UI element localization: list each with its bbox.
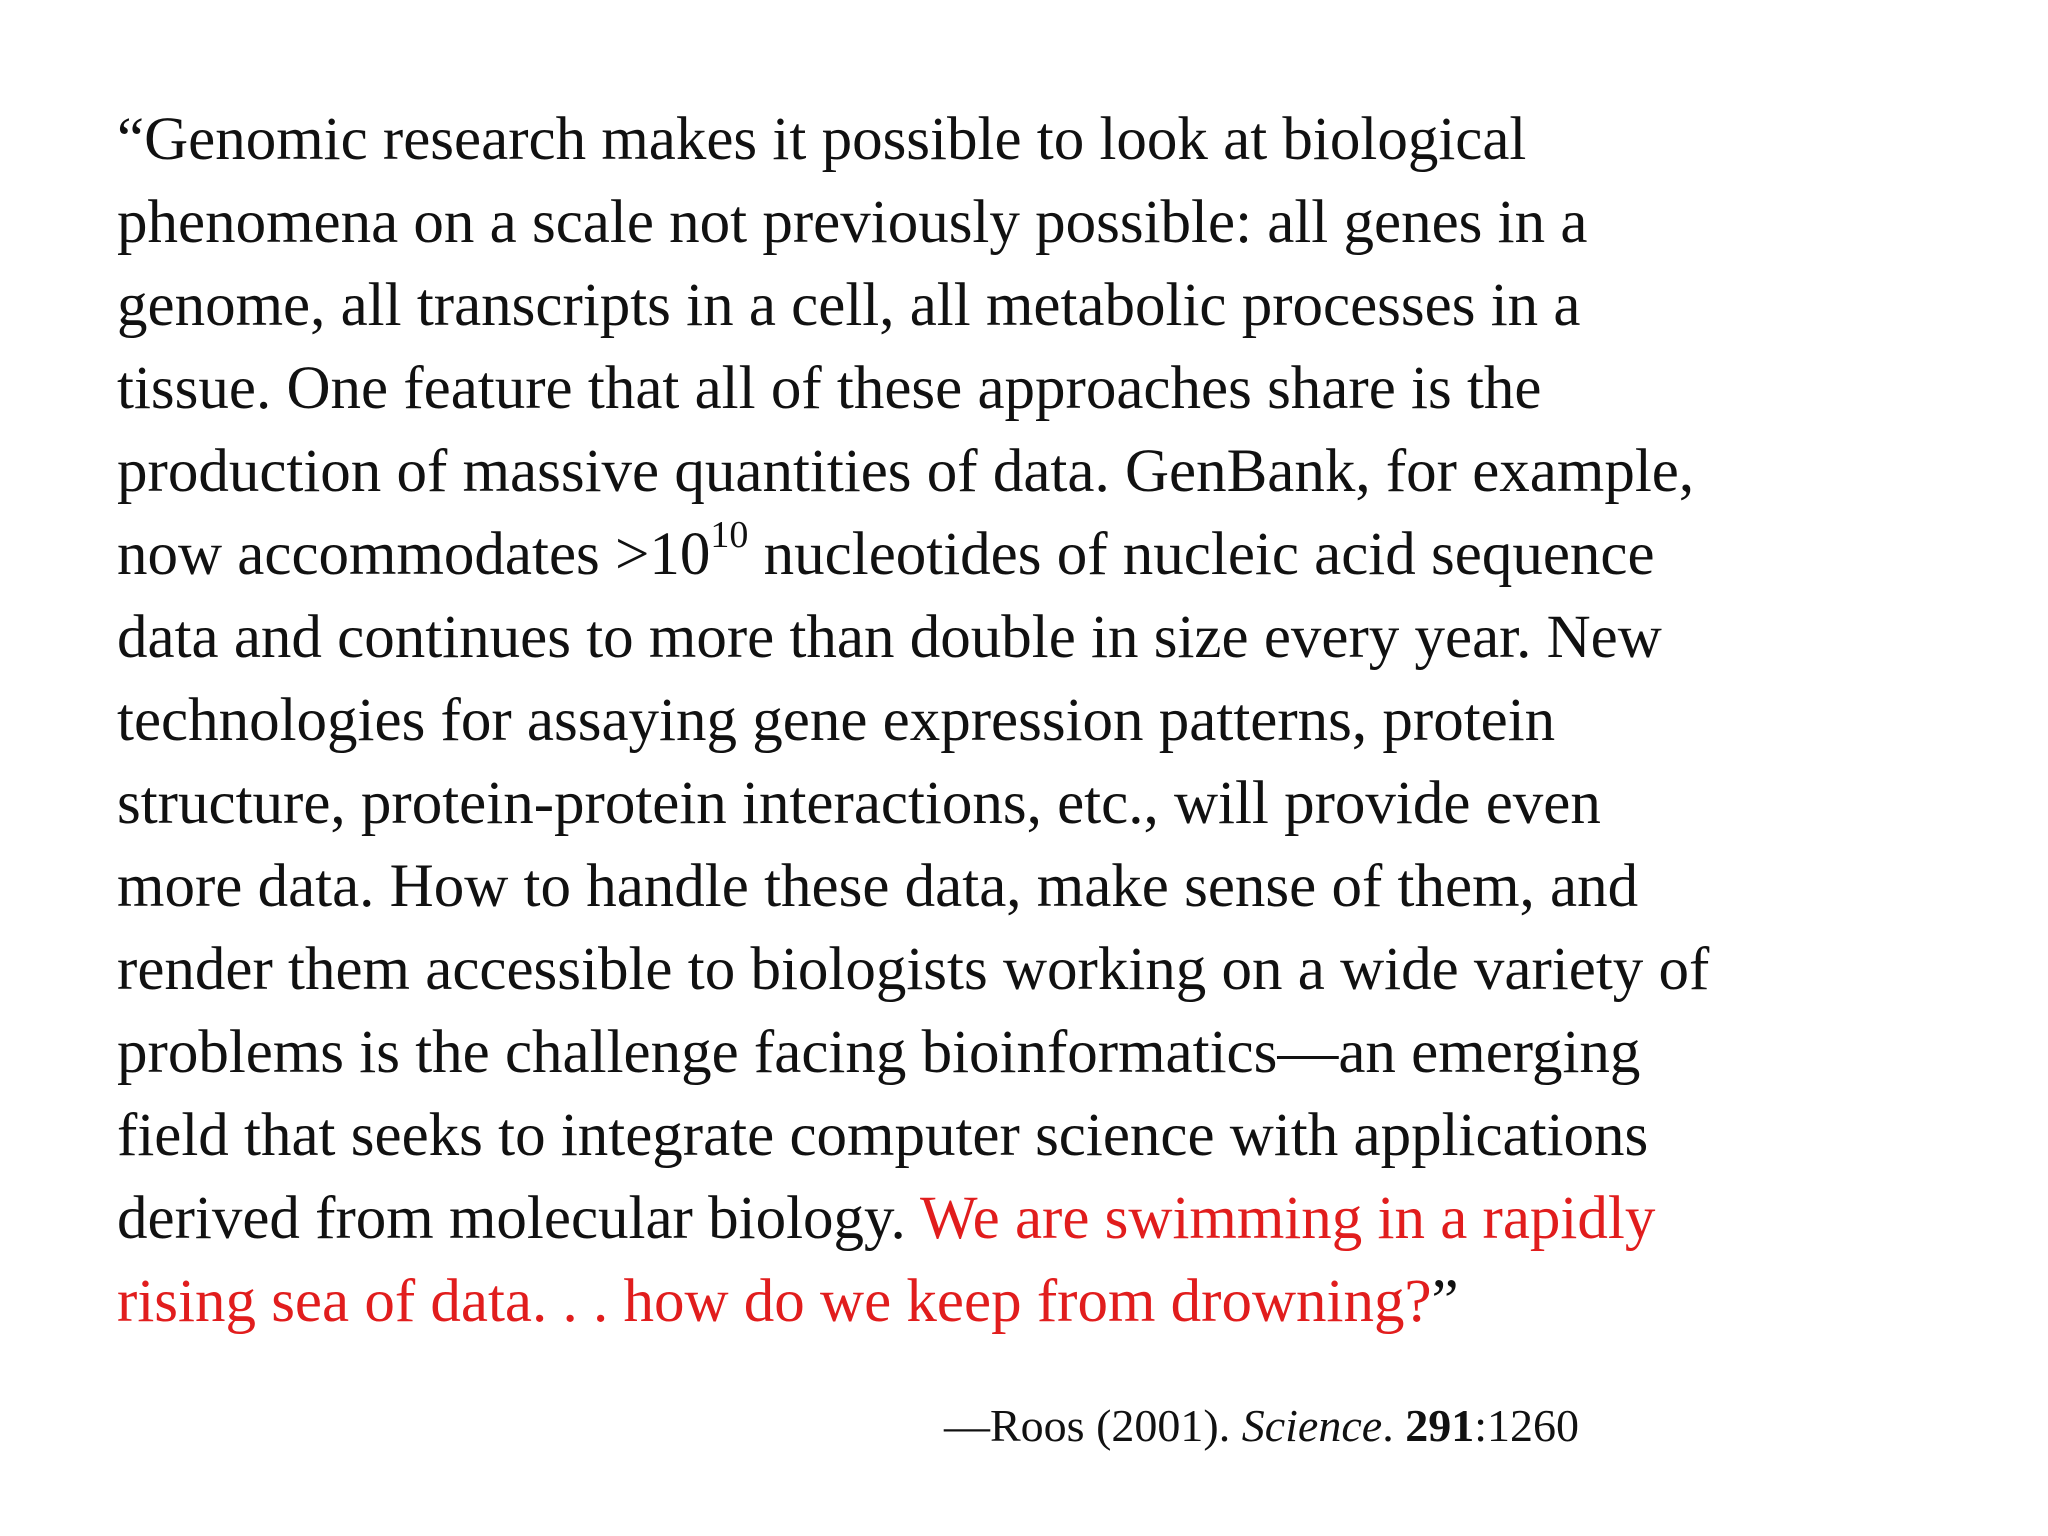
citation-separator: . [1382,1400,1406,1451]
quote-line: “Genomic research makes it possible to look at biological [117,106,1527,173]
quote-text: nucleotides of nucleic acid sequence [748,521,1655,588]
citation-journal: Science [1241,1400,1383,1451]
quote-line [117,1177,1997,1260]
citation-volume: 291 [1405,1400,1475,1451]
quote-paragraph [117,98,1997,1343]
citation-author-year: —Roos (2001). [944,1400,1242,1451]
quote-line: more data. How to handle these data, make sense of them, and [117,853,1639,920]
highlighted-text: We are swimming in a rapidly [919,1185,1656,1252]
quote-line: field that seeks to integrate computer science with applications [117,1102,1649,1169]
quote-line: technologies for assaying gene expression patterns, protein [117,687,1556,754]
quote-line: production of massive quantities of data. GenBank, for example, [117,438,1695,505]
quote-text: now accommodates >10 [117,521,711,588]
quote-line: genome, all transcripts in a cell, all metabolic processes in a [117,272,1581,339]
quote-text: derived from molecular biology. [117,1185,920,1252]
quote-line: structure, protein-protein interactions, etc., will provide even [117,770,1601,837]
quote-line: render them accessible to biologists working on a wide variety of [117,936,1710,1003]
quote-line: phenomena on a scale not previously possible: all genes in a [117,189,1588,256]
exponent: 10 [710,513,749,556]
quote-line [117,1260,1997,1343]
quote-line [117,513,1997,596]
highlighted-text: rising sea of data. . . how do we keep from drowning? [117,1268,1432,1335]
quote-line: problems is the challenge facing bioinformatics—an emerging [117,1019,1641,1086]
quote-line: data and continues to more than double in size every year. New [117,604,1662,671]
closing-quote-mark: ” [1431,1268,1459,1335]
citation [944,1398,1579,1454]
citation-pages: :1260 [1474,1400,1579,1451]
quote-line: tissue. One feature that all of these approaches share is the [117,355,1542,422]
